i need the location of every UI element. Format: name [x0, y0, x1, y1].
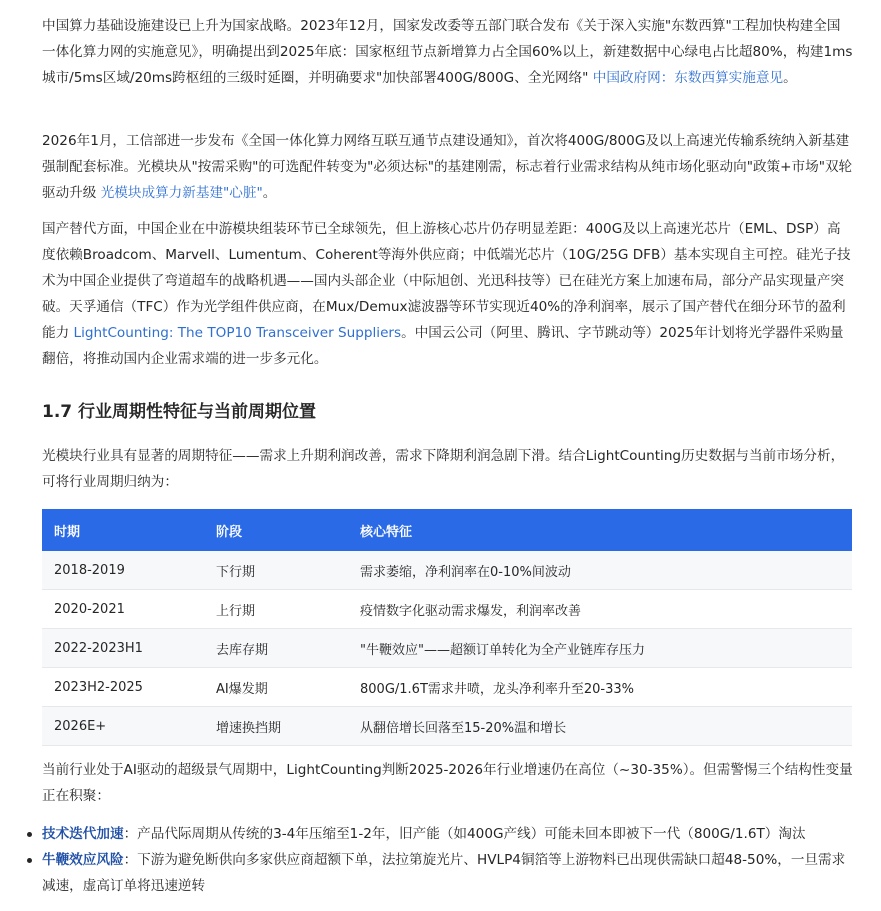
bullet-text: ：下游为避免断供向多家供应商超额下单，法拉第旋光片、HVLP4铜箔等上游物料已出现供需缺口超48-50%，一旦需求减速，虚高订单将迅速逆转: [42, 852, 846, 894]
paragraph-text-end: 。: [262, 185, 277, 201]
cell-stage: 增速换挡期: [204, 707, 348, 746]
paragraph-text: 中国算力基础设施建设已上升为国家战略。2023年12月，国家发改委等五部门联合发布《关于深入实施"东数西算"工程加快构建全国一体化算力网的实施意见》，明确提出到2025年底：国家枢纽节点新增算力占全国60%以上，新建数据中心绿电占比超80%，构建1ms城市/5ms区域/20ms跨枢纽的三级时延圈，并明确要求"加快部署400G/800G、全光网络": [42, 18, 853, 86]
bullet-dot-icon: [27, 832, 32, 837]
bullet-title: 牛鞭效应风险: [42, 852, 124, 868]
bullet-title: 技术迭代加速: [42, 826, 124, 842]
link-gov-implementation-opinion[interactable]: 中国政府网：东数西算实施意见: [592, 70, 784, 86]
table-row: [42, 668, 852, 707]
link-lightcounting-top10[interactable]: LightCounting: The TOP10 Transceiver Suppliers: [73, 325, 402, 341]
list-item: [42, 847, 854, 899]
list-item: [42, 821, 854, 847]
header-core-features: 核心特征: [348, 509, 852, 551]
table-row: [42, 551, 852, 590]
cell-period: 2023H2-2025: [42, 668, 204, 707]
link-optical-module-heart[interactable]: 光模块成算力新基建"心脏": [100, 185, 263, 201]
cell-period: 2022-2023H1: [42, 629, 204, 668]
cell-feature: 800G/1.6T需求井喷，龙头净利率升至20-33%: [348, 668, 852, 707]
table-row: [42, 590, 852, 629]
paragraph-miit-notice: [42, 128, 854, 206]
paragraph-text-end: 。中国云公司（阿里、腾讯、字节跳动等）2025年计划将光学器件采购量翻倍，将推动国内企业需求端的进一步多元化。: [42, 325, 844, 367]
cell-stage: AI爆发期: [204, 668, 348, 707]
paragraph-domestic-substitution: [42, 216, 854, 372]
paragraph-east-data-west-compute: [42, 13, 854, 91]
cell-feature: "牛鞭效应"——超额订单转化为全产业链库存压力: [348, 629, 852, 668]
cell-period: 2020-2021: [42, 590, 204, 629]
cell-stage: 上行期: [204, 590, 348, 629]
paragraph-text: 国产替代方面，中国企业在中游模块组装环节已全球领先，但上游核心芯片仍存明显差距：400G及以上高速光芯片（EML、DSP）高度依赖Broadcom、Marvell、Lumentum、Coherent等海外供应商；中低端光芯片（10G/25G DFB）基本实现自主可控。硅光子技术为中国企业提供了弯道超车的战略机遇——国内头部企业（中际旭创、光迅科技等）已在硅光方案上加速布局，部分产品实现量产突破。天孚通信（TFC）作为光学组件供应商，在Mux/Demux滤波器等环节实现近40%的净利润率，展示了国产替代在细分环节的盈利能力: [42, 221, 851, 341]
header-stage: 阶段: [204, 509, 348, 551]
paragraph-text-end: 。: [783, 70, 797, 86]
cell-stage: 去库存期: [204, 629, 348, 668]
table-row: [42, 629, 852, 668]
table-row: [42, 707, 852, 746]
cell-feature: 从翻倍增长回落至15-20%温和增长: [348, 707, 852, 746]
section-title: 1.7 行业周期性特征与当前周期位置: [42, 402, 317, 422]
cell-feature: 需求萎缩，净利润率在0-10%间波动: [348, 551, 852, 590]
header-period: 时期: [42, 509, 204, 551]
cell-stage: 下行期: [204, 551, 348, 590]
cell-feature: 疫情数字化驱动需求爆发，利润率改善: [348, 590, 852, 629]
paragraph-current-cycle: 当前行业处于AI驱动的超级景气周期中，LightCounting判断2025-2026年行业增速仍在高位（~30-35%）。但需警惕三个结构性变量正在积聚：: [42, 762, 853, 804]
paragraph-cycle-intro: 光模块行业具有显著的周期特征——需求上升期利润改善，需求下降期利润急剧下滑。结合LightCounting历史数据与当前市场分析，可将行业周期归纳为：: [42, 448, 845, 490]
paragraph-text: 2026年1月，工信部进一步发布《全国一体化算力网络互联互通节点建设通知》，首次将400G/800G及以上高速光传输系统纳入新基建强制配套标准。光模块从"按需采购"的可选配件转变为"必须达标"的基建刚需，标志着行业需求结构从纯市场化驱动向"政策+市场"双轮驱动升级: [42, 133, 853, 201]
risk-bullet-list: [42, 821, 854, 899]
cell-period: 2026E+: [42, 707, 204, 746]
industry-cycle-table: [42, 509, 852, 746]
bullet-dot-icon: [27, 858, 32, 863]
table-header-row: [42, 509, 852, 551]
bullet-text: ：产品代际周期从传统的3-4年压缩至1-2年，旧产能（如400G产线）可能未回本即被下一代（800G/1.6T）淘汰: [123, 826, 806, 842]
cell-period: 2018-2019: [42, 551, 204, 590]
